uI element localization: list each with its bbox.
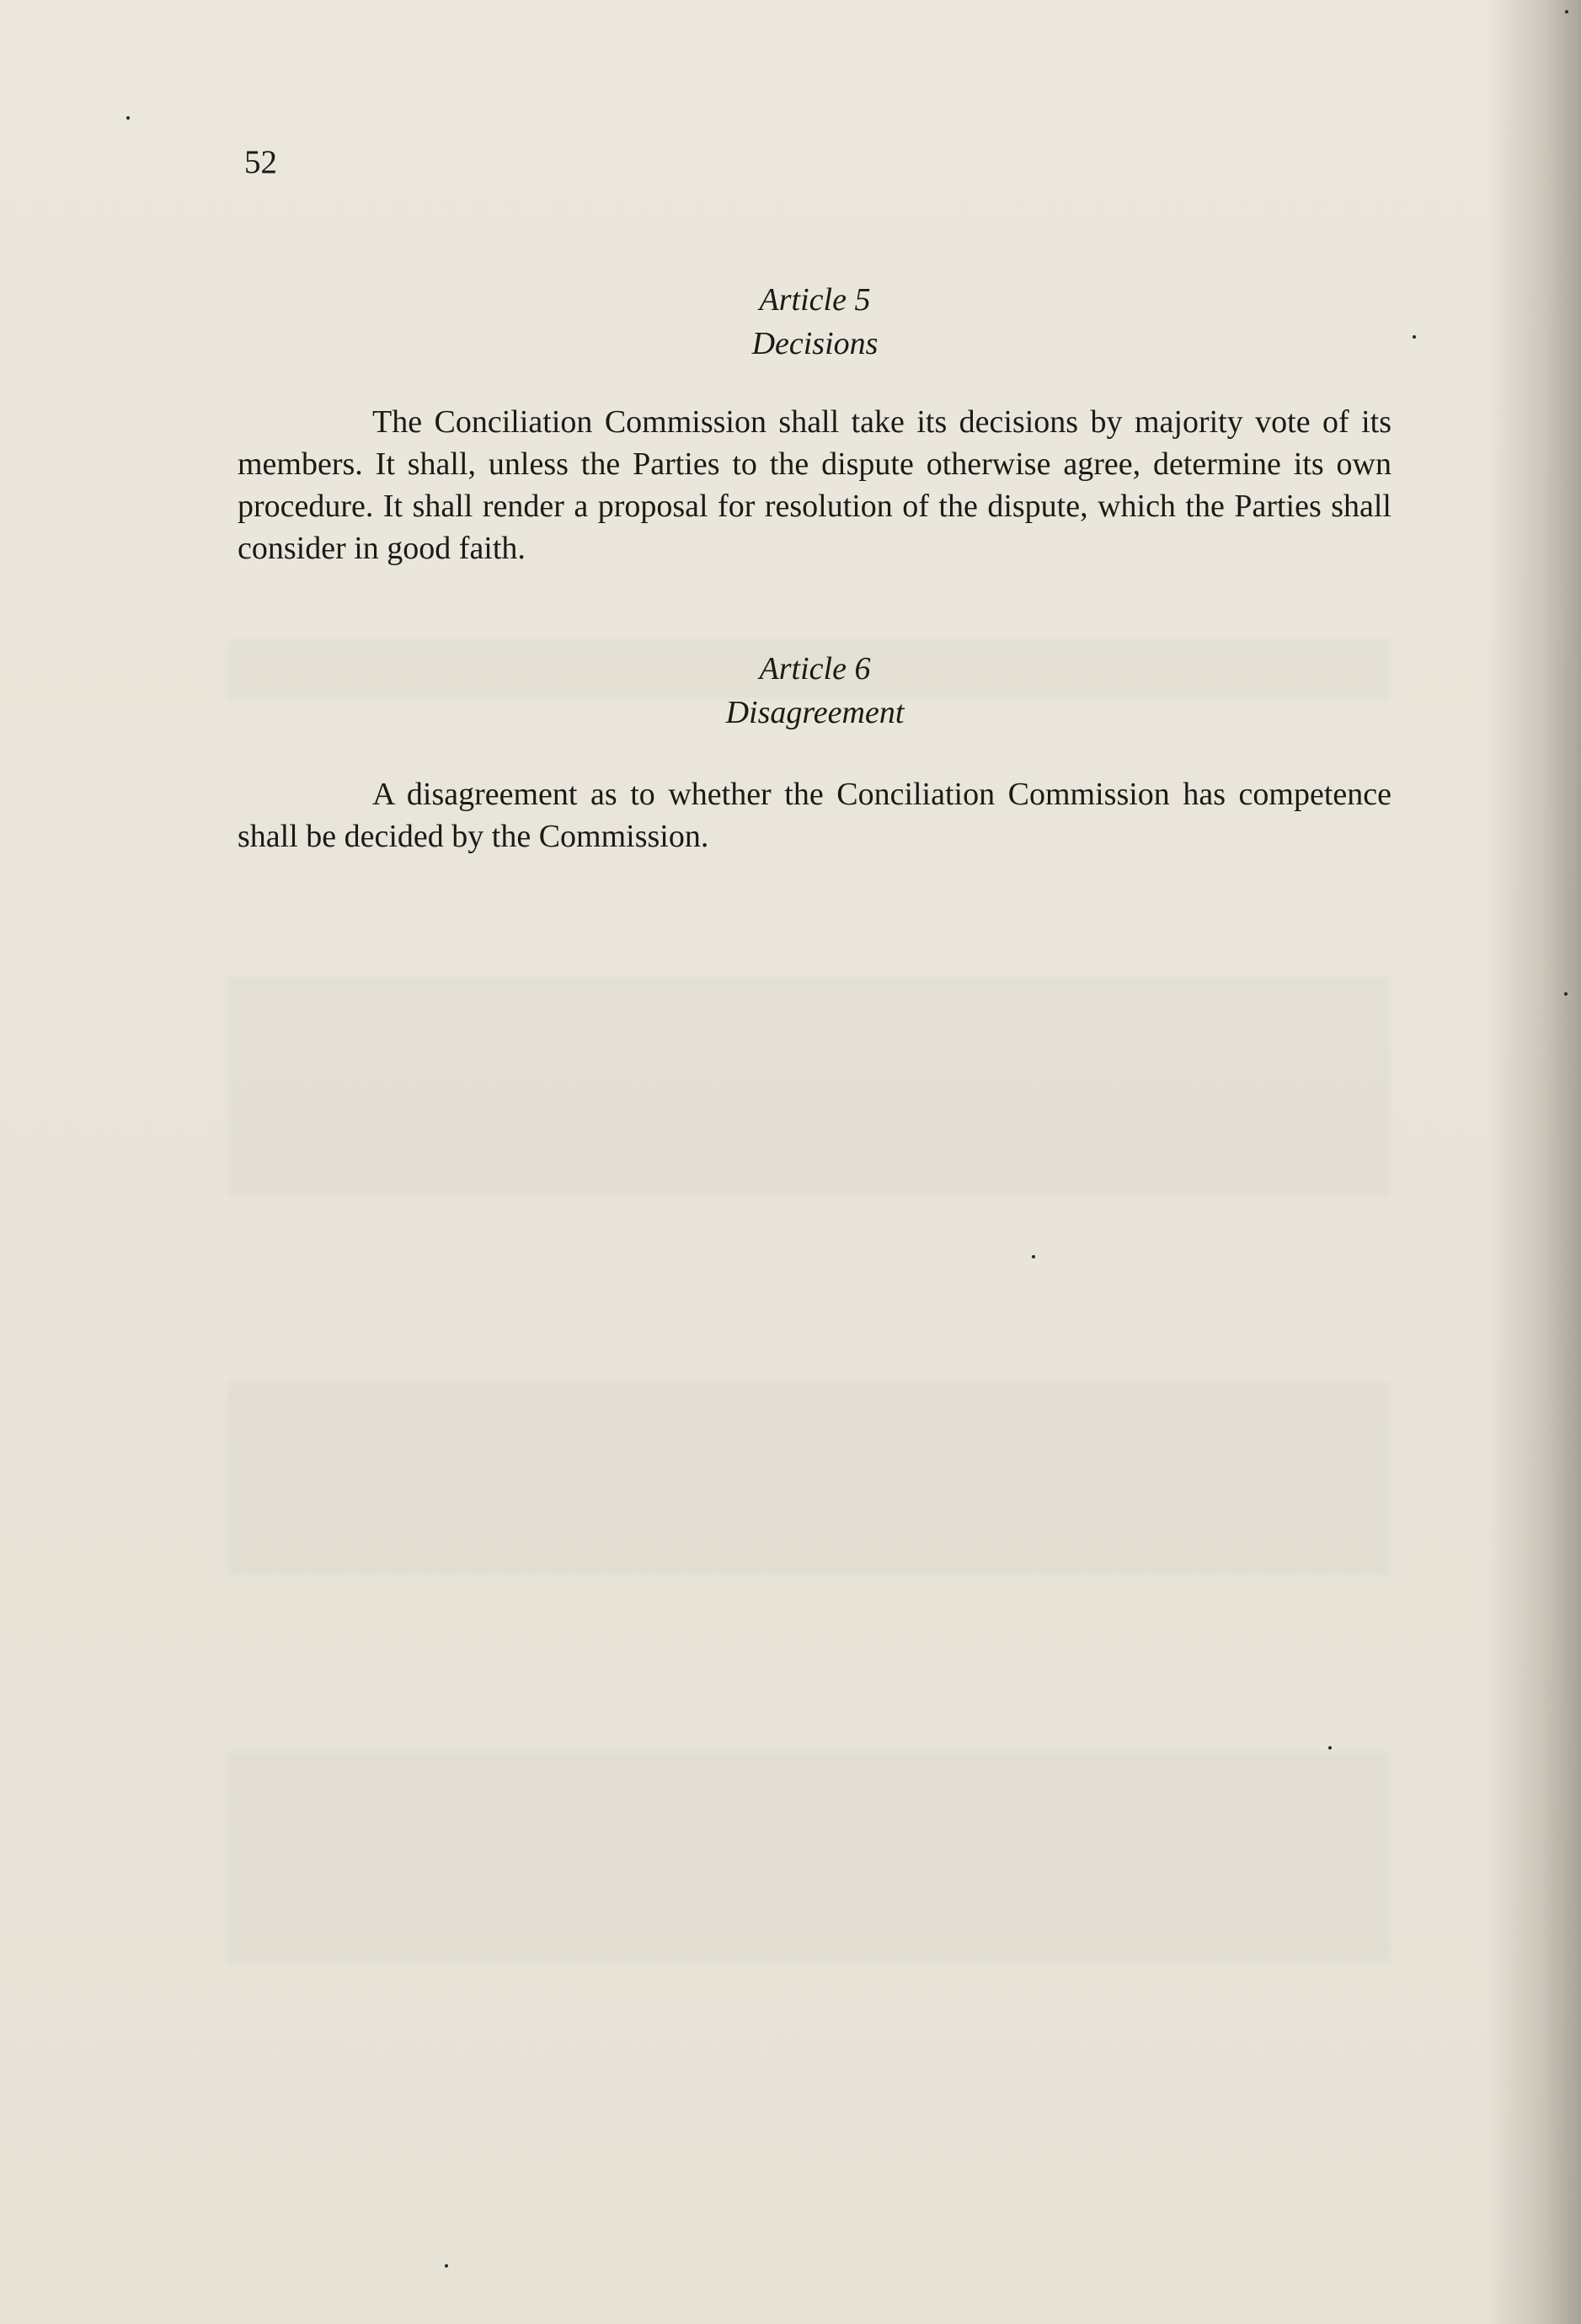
paper-speck — [1565, 10, 1568, 13]
article-5-heading — [0, 278, 1581, 366]
paper-speck — [126, 116, 130, 120]
article-6-body: A disagreement as to whether the Conciliation Commission has competence shall be decided by the Commission. — [238, 777, 1391, 854]
article-6-title: Disagreement — [725, 695, 905, 730]
article-6-number: Article 6 — [759, 651, 871, 687]
article-5-number: Article 5 — [759, 282, 871, 318]
paper-speck — [1564, 992, 1568, 996]
paper-speck — [445, 2264, 448, 2268]
article-5-title: Decisions — [751, 326, 879, 361]
paper-speck — [1413, 335, 1416, 339]
article-6-heading — [0, 647, 1581, 735]
paper-speck — [1328, 1746, 1332, 1750]
page-number: 52 — [244, 144, 277, 180]
article-5-body: The Conciliation Commission shall take its decisions by majority vote of its members. It shall, unless the Parties to the dispute otherwise agree, determine its own procedure. It shall render a proposal for resolution of the dispute, which the Parties shall consider in good faith. — [238, 404, 1391, 566]
paper-speck — [1032, 1255, 1035, 1258]
